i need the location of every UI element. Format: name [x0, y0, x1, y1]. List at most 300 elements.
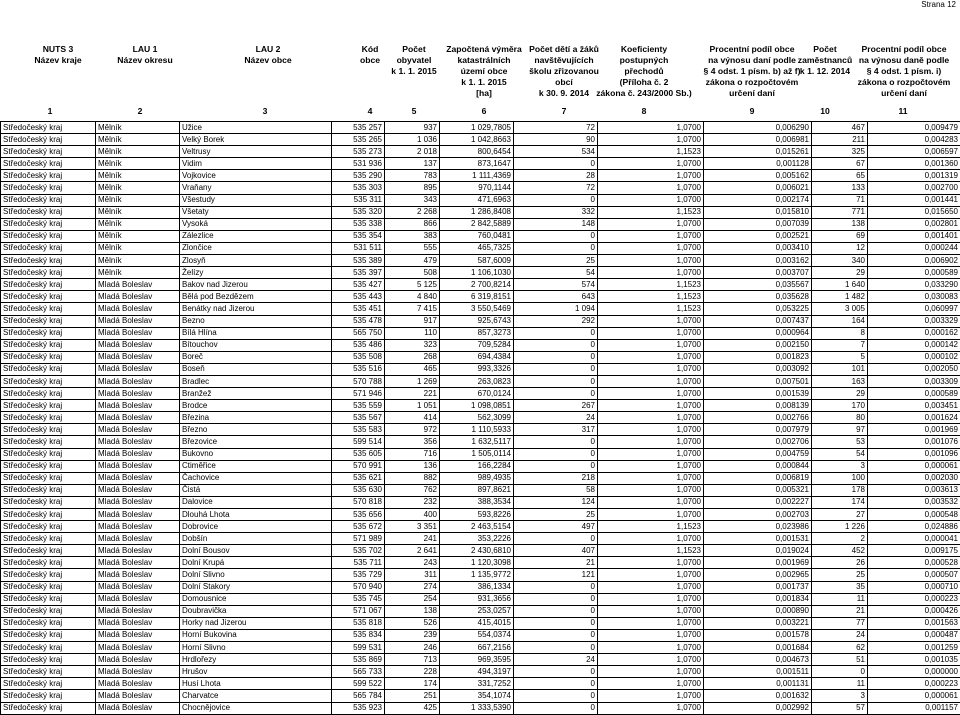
cell-obyvatel: 917 — [385, 315, 440, 327]
cell-podil-i: 0,001441 — [868, 194, 960, 206]
cell-podil-i: 0,001319 — [868, 170, 960, 182]
cell-okres: Mělník — [96, 242, 180, 254]
cell-obec: Vojkovice — [180, 170, 332, 182]
cell-podil-i: 0,001076 — [868, 436, 960, 448]
table-row — [1, 521, 960, 533]
table-row — [1, 242, 960, 254]
cell-podil-i: 0,001096 — [868, 448, 960, 460]
cell-vymera: 1 135,9772 — [440, 569, 514, 581]
cell-obyvatel: 783 — [385, 170, 440, 182]
cell-podil-bf: 0,000964 — [704, 327, 812, 339]
table-row — [1, 424, 960, 436]
cell-podil-bf: 0,001511 — [704, 666, 812, 678]
cell-zamestnanci: 7 — [812, 339, 868, 351]
header-pocet-zaku: Počet dětí a žáků navštěvujících školu zřizovanou obcí k 30. 9. 2014 — [520, 44, 608, 99]
cell-podil-i: 0,000223 — [868, 593, 960, 605]
cell-kod: 535 389 — [332, 255, 385, 267]
cell-podil-i: 0,000710 — [868, 581, 960, 593]
cell-podil-bf: 0,001531 — [704, 533, 812, 545]
cell-vymera: 897,8621 — [440, 484, 514, 496]
cell-podil-bf: 0,003707 — [704, 267, 812, 279]
cell-obec: Dobrovice — [180, 521, 332, 533]
cell-kraj: Středočeský kraj — [1, 291, 96, 303]
cell-podil-i: 0,000102 — [868, 351, 960, 363]
cell-zaci: 0 — [514, 642, 598, 654]
table-row — [1, 267, 960, 279]
cell-obec: Domousnice — [180, 593, 332, 605]
cell-koeficient: 1,1523 — [598, 279, 704, 291]
cell-zaci: 407 — [514, 545, 598, 557]
cell-obyvatel: 110 — [385, 327, 440, 339]
cell-zamestnanci: 325 — [812, 146, 868, 158]
cell-obec: Dlouhá Lhota — [180, 509, 332, 521]
cell-koeficient: 1,0700 — [598, 363, 704, 375]
column-number: 1 — [40, 106, 60, 116]
cell-okres: Mělník — [96, 134, 180, 146]
table-row — [1, 533, 960, 545]
cell-okres: Mladá Boleslav — [96, 642, 180, 654]
table-row — [1, 678, 960, 690]
cell-koeficient: 1,0700 — [598, 194, 704, 206]
cell-kraj: Středočeský kraj — [1, 436, 96, 448]
cell-podil-bf: 0,007437 — [704, 315, 812, 327]
cell-kod: 599 522 — [332, 678, 385, 690]
cell-okres: Mladá Boleslav — [96, 375, 180, 387]
cell-zaci: 25 — [514, 255, 598, 267]
cell-vymera: 760,0481 — [440, 230, 514, 242]
cell-kraj: Středočeský kraj — [1, 509, 96, 521]
cell-vymera: 562,3099 — [440, 412, 514, 424]
cell-kod: 535 427 — [332, 279, 385, 291]
table-row — [1, 315, 960, 327]
cell-zaci: 0 — [514, 617, 598, 629]
cell-zaci: 28 — [514, 170, 598, 182]
cell-zamestnanci: 1 640 — [812, 279, 868, 291]
cell-podil-bf: 0,002706 — [704, 436, 812, 448]
cell-zaci: 317 — [514, 424, 598, 436]
table-row — [1, 460, 960, 472]
cell-kraj: Středočeský kraj — [1, 666, 96, 678]
cell-podil-bf: 0,001131 — [704, 678, 812, 690]
cell-kod: 535 303 — [332, 182, 385, 194]
cell-koeficient: 1,0700 — [598, 400, 704, 412]
cell-kod: 535 478 — [332, 315, 385, 327]
cell-vymera: 709,5284 — [440, 339, 514, 351]
cell-koeficient: 1,0700 — [598, 593, 704, 605]
cell-vymera: 1 505,0114 — [440, 448, 514, 460]
cell-zaci: 148 — [514, 218, 598, 230]
cell-zaci: 292 — [514, 315, 598, 327]
cell-zaci: 25 — [514, 509, 598, 521]
cell-kraj: Středočeský kraj — [1, 339, 96, 351]
cell-obec: Bukovno — [180, 448, 332, 460]
cell-obyvatel: 895 — [385, 182, 440, 194]
column-number: 6 — [474, 106, 494, 116]
cell-kraj: Středočeský kraj — [1, 375, 96, 387]
cell-okres: Mladá Boleslav — [96, 521, 180, 533]
cell-okres: Mladá Boleslav — [96, 448, 180, 460]
cell-zamestnanci: 26 — [812, 557, 868, 569]
cell-zaci: 0 — [514, 339, 598, 351]
cell-obyvatel: 241 — [385, 533, 440, 545]
cell-obyvatel: 1 036 — [385, 134, 440, 146]
cell-kod: 535 583 — [332, 424, 385, 436]
cell-kraj: Středočeský kraj — [1, 605, 96, 617]
cell-koeficient: 1,0700 — [598, 182, 704, 194]
cell-vymera: 3 550,5469 — [440, 303, 514, 315]
cell-podil-i: 0,003613 — [868, 484, 960, 496]
cell-obec: Horní Bukovina — [180, 629, 332, 641]
cell-okres: Mělník — [96, 122, 180, 134]
cell-okres: Mladá Boleslav — [96, 629, 180, 641]
data-table — [0, 121, 960, 715]
cell-kod: 535 320 — [332, 206, 385, 218]
cell-obyvatel: 1 269 — [385, 375, 440, 387]
cell-kod: 599 514 — [332, 436, 385, 448]
cell-kraj: Středočeský kraj — [1, 363, 96, 375]
table-row — [1, 388, 960, 400]
cell-vymera: 1 110,5933 — [440, 424, 514, 436]
cell-podil-bf: 0,005321 — [704, 484, 812, 496]
cell-okres: Mělník — [96, 146, 180, 158]
cell-obyvatel: 232 — [385, 496, 440, 508]
cell-podil-i: 0,006902 — [868, 255, 960, 267]
cell-kraj: Středočeský kraj — [1, 533, 96, 545]
cell-obyvatel: 555 — [385, 242, 440, 254]
cell-kraj: Středočeský kraj — [1, 629, 96, 641]
cell-vymera: 593,8226 — [440, 509, 514, 521]
cell-podil-bf: 0,035567 — [704, 279, 812, 291]
cell-kod: 535 869 — [332, 654, 385, 666]
cell-obyvatel: 937 — [385, 122, 440, 134]
cell-podil-bf: 0,002227 — [704, 496, 812, 508]
cell-kod: 535 397 — [332, 267, 385, 279]
cell-zaci: 0 — [514, 581, 598, 593]
cell-obyvatel: 2 641 — [385, 545, 440, 557]
cell-okres: Mladá Boleslav — [96, 569, 180, 581]
cell-obec: Vidim — [180, 158, 332, 170]
cell-zaci: 0 — [514, 690, 598, 702]
cell-kod: 535 834 — [332, 629, 385, 641]
column-number: 2 — [130, 106, 150, 116]
cell-obec: Chocnějovice — [180, 702, 332, 714]
cell-kod: 531 511 — [332, 242, 385, 254]
cell-okres: Mělník — [96, 255, 180, 267]
cell-obyvatel: 713 — [385, 654, 440, 666]
cell-koeficient: 1,0700 — [598, 388, 704, 400]
cell-zaci: 21 — [514, 557, 598, 569]
cell-okres: Mělník — [96, 170, 180, 182]
cell-koeficient: 1,0700 — [598, 702, 704, 714]
cell-podil-i: 0,001401 — [868, 230, 960, 242]
cell-podil-i: 0,000142 — [868, 339, 960, 351]
cell-okres: Mladá Boleslav — [96, 436, 180, 448]
cell-okres: Mladá Boleslav — [96, 400, 180, 412]
cell-okres: Mělník — [96, 206, 180, 218]
cell-podil-bf: 0,001578 — [704, 629, 812, 641]
cell-obec: Dobšín — [180, 533, 332, 545]
cell-podil-i: 0,015650 — [868, 206, 960, 218]
cell-obyvatel: 4 840 — [385, 291, 440, 303]
cell-kod: 535 354 — [332, 230, 385, 242]
cell-vymera: 873,1647 — [440, 158, 514, 170]
cell-vymera: 670,0124 — [440, 388, 514, 400]
cell-obec: Čistá — [180, 484, 332, 496]
cell-zamestnanci: 11 — [812, 593, 868, 605]
table-row — [1, 218, 960, 230]
cell-obec: Dalovice — [180, 496, 332, 508]
cell-vymera: 253,0257 — [440, 605, 514, 617]
cell-obec: Dolní Bousov — [180, 545, 332, 557]
cell-zamestnanci: 771 — [812, 206, 868, 218]
cell-obec: Březina — [180, 412, 332, 424]
cell-obec: Dolní Krupá — [180, 557, 332, 569]
cell-koeficient: 1,0700 — [598, 642, 704, 654]
header-podil-i: Procentní podíl obce na výnosu daně podle § 4 odst. 1 písm. i) zákona o rozpočtovém určení daní — [850, 44, 958, 99]
cell-kraj: Středočeský kraj — [1, 279, 96, 291]
cell-vymera: 857,3273 — [440, 327, 514, 339]
cell-obyvatel: 1 051 — [385, 400, 440, 412]
cell-koeficient: 1,0700 — [598, 496, 704, 508]
cell-obyvatel: 866 — [385, 218, 440, 230]
cell-zaci: 54 — [514, 267, 598, 279]
cell-zaci: 0 — [514, 388, 598, 400]
cell-zaci: 72 — [514, 182, 598, 194]
cell-zamestnanci: 8 — [812, 327, 868, 339]
cell-podil-bf: 0,000844 — [704, 460, 812, 472]
cell-zamestnanci: 0 — [812, 666, 868, 678]
cell-kod: 535 443 — [332, 291, 385, 303]
cell-kod: 535 605 — [332, 448, 385, 460]
cell-okres: Mladá Boleslav — [96, 690, 180, 702]
cell-podil-i: 0,001157 — [868, 702, 960, 714]
cell-kod: 535 818 — [332, 617, 385, 629]
cell-zamestnanci: 77 — [812, 617, 868, 629]
cell-okres: Mladá Boleslav — [96, 496, 180, 508]
cell-podil-i: 0,000589 — [868, 388, 960, 400]
cell-obec: Husí Lhota — [180, 678, 332, 690]
cell-podil-bf: 0,004673 — [704, 654, 812, 666]
cell-koeficient: 1,1523 — [598, 303, 704, 315]
table-row — [1, 122, 960, 134]
cell-obec: Zálezlice — [180, 230, 332, 242]
cell-obec: Dolní Stakory — [180, 581, 332, 593]
cell-podil-bf: 0,001823 — [704, 351, 812, 363]
cell-obec: Bělá pod Bezdězem — [180, 291, 332, 303]
table-row — [1, 291, 960, 303]
cell-okres: Mladá Boleslav — [96, 605, 180, 617]
cell-obyvatel: 425 — [385, 702, 440, 714]
cell-vymera: 354,1074 — [440, 690, 514, 702]
cell-podil-bf: 0,003162 — [704, 255, 812, 267]
cell-zaci: 0 — [514, 448, 598, 460]
cell-zaci: 0 — [514, 702, 598, 714]
cell-koeficient: 1,0700 — [598, 484, 704, 496]
cell-okres: Mělník — [96, 194, 180, 206]
cell-vymera: 2 463,5154 — [440, 521, 514, 533]
cell-okres: Mělník — [96, 218, 180, 230]
cell-koeficient: 1,0700 — [598, 654, 704, 666]
table-row — [1, 472, 960, 484]
column-number: 3 — [255, 106, 275, 116]
table-row — [1, 255, 960, 267]
cell-obyvatel: 762 — [385, 484, 440, 496]
cell-podil-bf: 0,005162 — [704, 170, 812, 182]
cell-okres: Mělník — [96, 158, 180, 170]
cell-zaci: 497 — [514, 521, 598, 533]
cell-koeficient: 1,0700 — [598, 629, 704, 641]
cell-podil-bf: 0,002766 — [704, 412, 812, 424]
cell-podil-bf: 0,006819 — [704, 472, 812, 484]
cell-zamestnanci: 3 — [812, 460, 868, 472]
cell-podil-i: 0,000507 — [868, 569, 960, 581]
cell-zaci: 0 — [514, 460, 598, 472]
cell-zamestnanci: 27 — [812, 509, 868, 521]
cell-zaci: 534 — [514, 146, 598, 158]
cell-koeficient: 1,0700 — [598, 242, 704, 254]
cell-kraj: Středočeský kraj — [1, 472, 96, 484]
cell-zamestnanci: 163 — [812, 375, 868, 387]
cell-zamestnanci: 57 — [812, 702, 868, 714]
cell-vymera: 388,3534 — [440, 496, 514, 508]
cell-kod: 535 702 — [332, 545, 385, 557]
header-vymera: Započtená výměra katastrálních území obce k 1. 1. 2015 [ha] — [440, 44, 528, 99]
cell-zamestnanci: 452 — [812, 545, 868, 557]
cell-podil-i: 0,003329 — [868, 315, 960, 327]
cell-podil-bf: 0,002521 — [704, 230, 812, 242]
cell-zamestnanci: 71 — [812, 194, 868, 206]
header-lau1: LAU 1 Název okresu — [105, 44, 185, 66]
cell-kod: 535 311 — [332, 194, 385, 206]
cell-obec: Veltrusy — [180, 146, 332, 158]
cell-zaci: 574 — [514, 279, 598, 291]
cell-zamestnanci: 62 — [812, 642, 868, 654]
cell-obec: Hrdlořezy — [180, 654, 332, 666]
cell-obec: Březovice — [180, 436, 332, 448]
cell-koeficient: 1,0700 — [598, 315, 704, 327]
cell-okres: Mladá Boleslav — [96, 617, 180, 629]
cell-podil-i: 0,000041 — [868, 533, 960, 545]
header-nuts3: NUTS 3 Název kraje — [18, 44, 98, 66]
cell-kod: 535 273 — [332, 146, 385, 158]
cell-obyvatel: 221 — [385, 388, 440, 400]
cell-zamestnanci: 35 — [812, 581, 868, 593]
cell-kraj: Středočeský kraj — [1, 158, 96, 170]
cell-podil-bf: 0,002150 — [704, 339, 812, 351]
cell-obec: Všetaty — [180, 206, 332, 218]
cell-kraj: Středočeský kraj — [1, 484, 96, 496]
cell-kod: 535 451 — [332, 303, 385, 315]
cell-kod: 565 784 — [332, 690, 385, 702]
cell-podil-bf: 0,015810 — [704, 206, 812, 218]
cell-vymera: 471,6963 — [440, 194, 514, 206]
table-row — [1, 375, 960, 387]
cell-podil-i: 0,000528 — [868, 557, 960, 569]
table-row — [1, 496, 960, 508]
cell-podil-bf: 0,002703 — [704, 509, 812, 521]
cell-zamestnanci: 170 — [812, 400, 868, 412]
cell-koeficient: 1,0700 — [598, 533, 704, 545]
cell-koeficient: 1,0700 — [598, 351, 704, 363]
cell-koeficient: 1,0700 — [598, 412, 704, 424]
cell-podil-i: 0,002050 — [868, 363, 960, 375]
cell-obyvatel: 254 — [385, 593, 440, 605]
cell-zaci: 0 — [514, 351, 598, 363]
cell-podil-bf: 0,007979 — [704, 424, 812, 436]
cell-obyvatel: 137 — [385, 158, 440, 170]
table-row — [1, 629, 960, 641]
cell-obec: Boreč — [180, 351, 332, 363]
cell-vymera: 993,3326 — [440, 363, 514, 375]
cell-vymera: 925,6743 — [440, 315, 514, 327]
cell-zamestnanci: 53 — [812, 436, 868, 448]
cell-zamestnanci: 138 — [812, 218, 868, 230]
cell-podil-bf: 0,006981 — [704, 134, 812, 146]
cell-koeficient: 1,0700 — [598, 666, 704, 678]
table-row — [1, 351, 960, 363]
cell-podil-bf: 0,006021 — [704, 182, 812, 194]
cell-zaci: 0 — [514, 230, 598, 242]
cell-kod: 535 745 — [332, 593, 385, 605]
cell-obyvatel: 972 — [385, 424, 440, 436]
cell-obec: Velký Borek — [180, 134, 332, 146]
page-number-label: Strana 12 — [921, 0, 956, 9]
cell-obyvatel: 882 — [385, 472, 440, 484]
cell-okres: Mladá Boleslav — [96, 509, 180, 521]
cell-kod: 531 936 — [332, 158, 385, 170]
cell-kod: 535 621 — [332, 472, 385, 484]
cell-kod: 535 672 — [332, 521, 385, 533]
cell-podil-i: 0,000061 — [868, 460, 960, 472]
cell-kraj: Středočeský kraj — [1, 400, 96, 412]
cell-kraj: Středočeský kraj — [1, 448, 96, 460]
cell-okres: Mladá Boleslav — [96, 484, 180, 496]
cell-okres: Mladá Boleslav — [96, 351, 180, 363]
cell-zamestnanci: 340 — [812, 255, 868, 267]
cell-kraj: Středočeský kraj — [1, 146, 96, 158]
cell-podil-i: 0,003451 — [868, 400, 960, 412]
cell-kod: 535 729 — [332, 569, 385, 581]
cell-koeficient: 1,0700 — [598, 557, 704, 569]
cell-vymera: 331,7252 — [440, 678, 514, 690]
column-number-row — [0, 106, 960, 118]
header-podil-bf: Procentní podíl obce na výnosu daní podle § 4 odst. 1 písm. b) až f) zákona o rozpočtovém určení daní — [698, 44, 806, 99]
cell-kraj: Středočeský kraj — [1, 327, 96, 339]
cell-okres: Mělník — [96, 182, 180, 194]
cell-okres: Mladá Boleslav — [96, 303, 180, 315]
cell-obyvatel: 136 — [385, 460, 440, 472]
cell-zamestnanci: 133 — [812, 182, 868, 194]
cell-koeficient: 1,0700 — [598, 170, 704, 182]
cell-kraj: Středočeský kraj — [1, 255, 96, 267]
cell-vymera: 554,0374 — [440, 629, 514, 641]
cell-podil-i: 0,024886 — [868, 521, 960, 533]
cell-vymera: 1 098,0851 — [440, 400, 514, 412]
cell-zaci: 0 — [514, 436, 598, 448]
cell-podil-bf: 0,004759 — [704, 448, 812, 460]
cell-podil-i: 0,001969 — [868, 424, 960, 436]
cell-podil-bf: 0,001539 — [704, 388, 812, 400]
cell-okres: Mladá Boleslav — [96, 581, 180, 593]
cell-kod: 599 531 — [332, 642, 385, 654]
cell-kod: 535 338 — [332, 218, 385, 230]
cell-vymera: 1 029,7805 — [440, 122, 514, 134]
cell-zamestnanci: 24 — [812, 629, 868, 641]
cell-vymera: 587,6009 — [440, 255, 514, 267]
cell-okres: Mladá Boleslav — [96, 702, 180, 714]
cell-obec: Zlončice — [180, 242, 332, 254]
cell-koeficient: 1,0700 — [598, 617, 704, 629]
